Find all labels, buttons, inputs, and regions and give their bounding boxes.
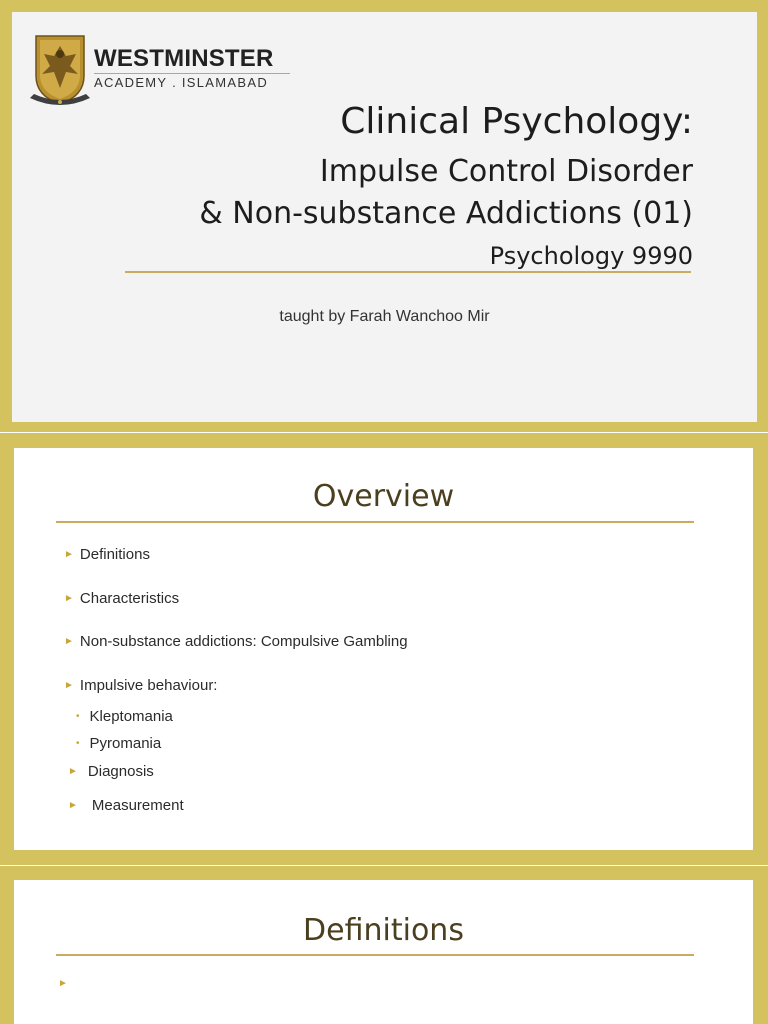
slide-subtitle-line-1: Impulse Control Disorder (319, 154, 693, 189)
bullet-text: Characteristics (79, 590, 180, 607)
triangle-arrow-icon: ► (64, 549, 74, 560)
bullet-text: Measurement (91, 797, 184, 814)
triangle-arrow-icon: ► (68, 800, 78, 811)
overview-slide (14, 448, 753, 850)
definitions-slide (14, 880, 753, 1024)
bullet-item (64, 590, 179, 607)
bullet-item (64, 546, 150, 563)
triangle-arrow-icon: ► (58, 978, 68, 989)
triangle-arrow-icon: ► (68, 766, 78, 777)
sub-bullet-text: Pyromania (89, 735, 162, 752)
bullet-text: Non-substance addictions: Compulsive Gambling (79, 633, 408, 650)
triangle-arrow-icon: ► (64, 680, 74, 691)
brand-block (94, 45, 294, 91)
small-dot-icon: • (76, 711, 80, 722)
definitions-heading: Definitions (303, 913, 464, 948)
slide-separator (0, 865, 768, 866)
brand-name: WESTMINSTER (94, 45, 274, 72)
slide-title: Clinical Psychology: (340, 101, 693, 142)
sub-bullet-text: Kleptomania (89, 708, 173, 725)
sub-bullet-item (76, 735, 161, 752)
bullet-item (58, 978, 74, 989)
bullet-text: Definitions (79, 546, 150, 563)
bullet-text: Impulsive behaviour: (79, 677, 218, 694)
title-slide (12, 12, 757, 422)
title-divider (125, 271, 691, 273)
slide-separator (0, 432, 768, 433)
bullet-item (68, 797, 184, 814)
bullet-item (68, 763, 154, 780)
slide-subtitle-line-2: & Non-substance Addictions (01) (199, 196, 693, 231)
author-line: taught by Farah Wanchoo Mir (279, 308, 490, 325)
triangle-arrow-icon: ► (64, 593, 74, 604)
eagle-crest-logo-icon (28, 32, 92, 108)
bullet-item (64, 633, 408, 650)
sub-bullet-item (76, 708, 173, 725)
bullet-text: Diagnosis (87, 763, 154, 780)
brand-subtitle: ACADEMY . ISLAMABAD (94, 75, 269, 90)
small-dot-icon: • (76, 738, 80, 749)
overview-heading: Overview (312, 479, 455, 514)
definitions-divider (56, 954, 694, 956)
triangle-arrow-icon: ► (64, 636, 74, 647)
bullet-item (64, 677, 217, 694)
course-code: Psychology 9990 (489, 242, 693, 270)
brand-divider (94, 73, 290, 74)
overview-divider (56, 521, 694, 523)
